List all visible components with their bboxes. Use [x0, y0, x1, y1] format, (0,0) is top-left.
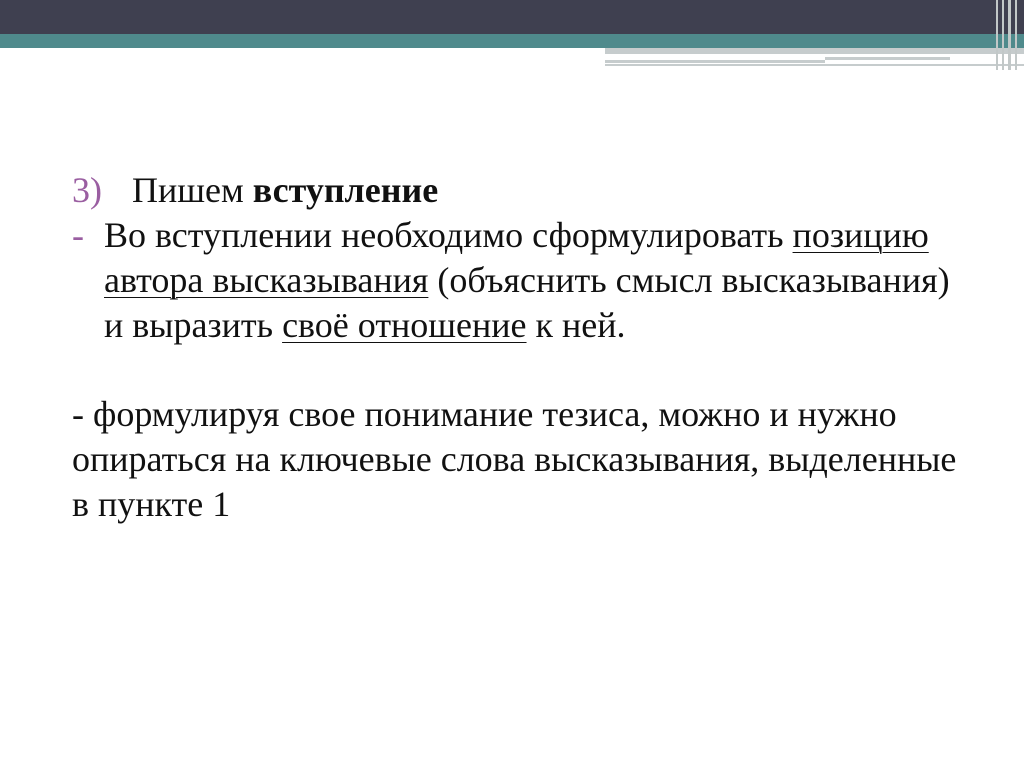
header-line-1: [605, 60, 825, 63]
own-attitude-text: своё отношение: [282, 305, 527, 345]
author-position-text: позицию автора высказывания: [104, 215, 929, 300]
thesis-paragraph: - формулируя свое понимание тезиса, можно и нужно опираться на ключевые слова высказывания, выделенные в пункте 1: [72, 394, 957, 524]
header-line-3: [605, 64, 1024, 66]
step-prefix: Пишем: [132, 170, 244, 210]
slide-content: [72, 168, 972, 527]
list-number: 3): [72, 170, 102, 210]
header-line-2: [825, 57, 950, 60]
step-bold-word: вступление: [252, 170, 439, 210]
intro-text-3: к ней.: [526, 305, 626, 345]
dash-bullet: -: [72, 215, 84, 255]
intro-text-2: (объяснить смысл высказывания) и выразить: [104, 260, 950, 345]
header-bar: [0, 0, 1024, 34]
header-stripe: [996, 0, 998, 70]
intro-text-1: Во вступлении необходимо сформулировать: [104, 215, 784, 255]
header-stripe: [1008, 0, 1011, 70]
header-stripe: [1002, 0, 1004, 70]
list-item-intro-description: [72, 213, 972, 348]
header-stripe: [1015, 0, 1017, 70]
header-accent-band: [0, 34, 1024, 48]
list-item-intro-step: [72, 168, 972, 213]
